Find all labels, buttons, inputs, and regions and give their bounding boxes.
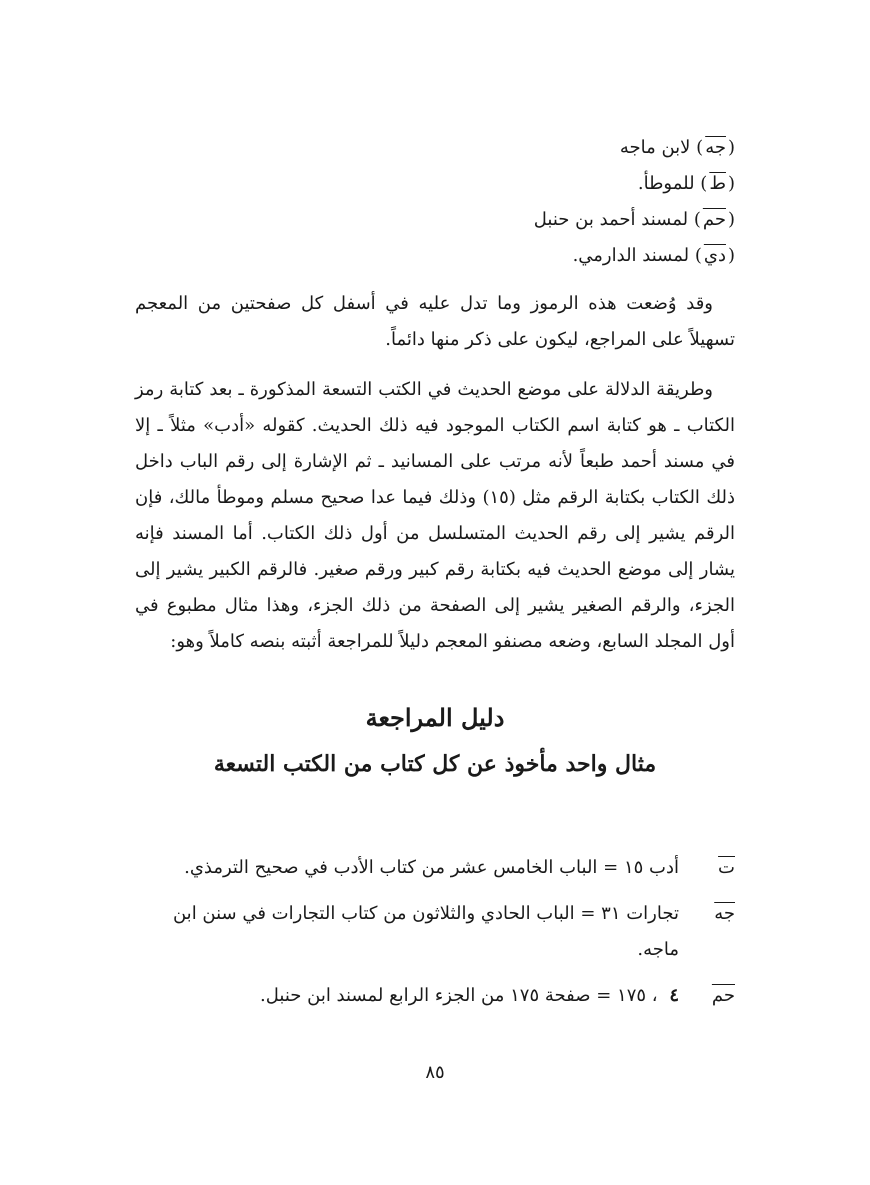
symbol-code: جه [705,137,726,158]
guide-code: حم [711,985,735,1006]
document-page [135,130,735,1130]
page-number: ٨٥ [425,1062,445,1083]
paragraph-text: وطريقة الدلالة على موضع الحديث في الكتب التسعة المذكورة ـ بعد كتابة رمز الكتاب ـ هو كتابة اسم الكتاب الموجود فيه ذلك الحديث. كقوله «أدب» مثلاً ـ إلا في مسند أحمد طبعاً لأنه مرتب على المسانيد ـ ثم الإشارة إلى رقم الباب داخل ذلك الكتاب بكتابة الرقم مثل (١٥) وذلك فيما عدا صحيح مسلم وموطأ مالك، فإن الرقم يشير إلى رقم الحديث المتسلسل من أول ذلك الكتاب. أما المسند فإنه يشار إلى موضع الحديث فيه بكتابة رقم كبير ورقم صغير. فالرقم الكبير يشير إلى الجزء، والرقم الصغير يشير إلى الصفحة من ذلك الجزء، وهذا مثال مطبوع في أول المجلد السابع، وضعه مصنفو المعجم دليلاً للمراجعة أثبته بنصه كاملاً وهو: [135,379,735,652]
symbol-item: (جه) لابن ماجه [619,137,735,158]
guide-row [135,850,735,886]
section-title: دليل المراجعة [365,703,505,732]
symbol-list [135,130,735,274]
guide-row [135,978,735,1014]
symbol-item: (حم) لمسند أحمد بن حنبل [533,209,735,230]
symbol-text: للموطأ. [637,173,695,194]
guide-row [135,896,735,968]
symbol-text: لمسند أحمد بن حنبل [533,209,689,230]
body-paragraph [135,372,735,660]
guide-text: أدب ١٥ = الباب الخامس عشر من كتاب الأدب في صحيح الترمذي. [184,857,679,878]
symbol-item: (دي) لمسند الدارمي. [572,245,735,266]
paragraph-text: وقد وُضعت هذه الرموز وما تدل عليه في أسفل كل صفحتين من المعجم تسهيلاً على المراجع، ليكون على ذكر منها دائماً. [135,293,735,350]
symbol-text: لابن ماجه [619,137,691,158]
symbol-text: لمسند الدارمي. [572,245,690,266]
guide-text: تجارات ٣١ = الباب الحادي والثلاثون من كتاب التجارات في سنن ابن ماجه. [172,903,679,960]
symbol-code: حم [702,209,726,230]
guide-text: ، ١٧٥ = صفحة ١٧٥ من الجزء الرابع لمسند ابن حنبل. [260,985,658,1006]
reference-guide [135,850,735,1014]
body-paragraph [135,286,735,358]
guide-code: جه [714,903,735,924]
symbol-code: ط [709,173,726,194]
guide-volume-mark: ٤ [669,985,679,1006]
guide-code: ت [718,857,735,878]
symbol-code: دي [703,245,726,266]
symbol-item: (ط) للموطأ. [637,173,735,194]
section-subtitle: مثال واحد مأخوذ عن كل كتاب من الكتب التسعة [213,751,657,777]
